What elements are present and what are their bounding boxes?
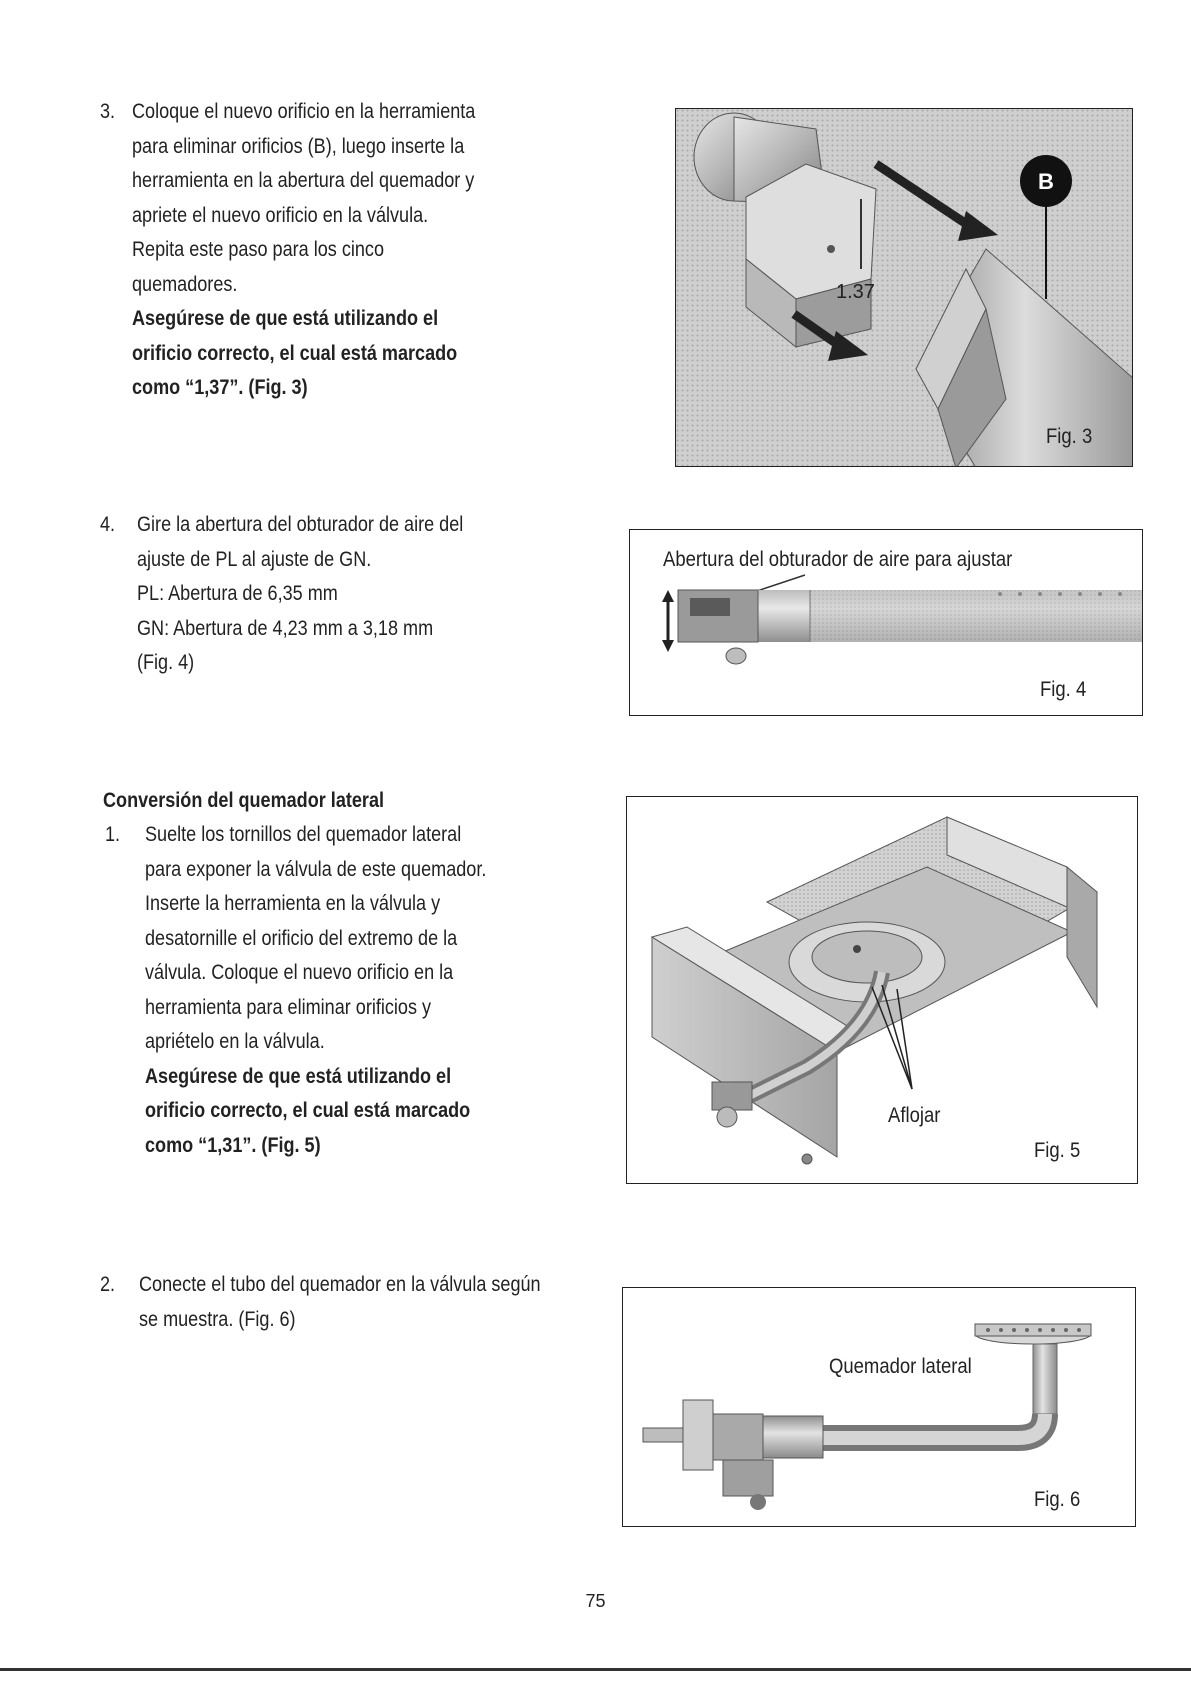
figure-6-label: Fig. 6	[1034, 1488, 1081, 1511]
step-4-number: 4.	[100, 513, 116, 536]
side-burner-warning-line: orificio correcto, el cual está marcado	[145, 1099, 471, 1122]
orifice-marking: 1.37	[836, 281, 875, 303]
step-3-line: Coloque el nuevo orificio en la herramienta	[132, 100, 476, 123]
step-3-line: para eliminar orificios (B), luego inserte la	[132, 134, 465, 158]
bottom-rule	[0, 1668, 1191, 1671]
step-3-warning-line: como “1,37”. (Fig. 3)	[132, 376, 308, 399]
step-3-line: herramienta en la abertura del quemador y	[132, 169, 475, 192]
figure-4-caption: Abertura del obturador de aire para ajustar	[663, 548, 1013, 571]
step-3-warning-line: Asegúrese de que está utilizando el	[132, 307, 439, 330]
figure-3-label: Fig. 3	[1046, 425, 1093, 448]
figure-6	[622, 1287, 1136, 1527]
side-burner-step-1-line: desatornille el orificio del extremo de la	[145, 926, 458, 950]
figure-4	[629, 529, 1143, 716]
side-burner-step-2-line: se muestra. (Fig. 6)	[139, 1307, 296, 1331]
section-heading: Conversión del quemador lateral	[103, 789, 385, 812]
side-burner-step-1-line: apriételo en la válvula.	[145, 1030, 325, 1053]
side-burner-callout: Quemador lateral	[829, 1355, 972, 1378]
side-burner-warning-line: como “1,31”. (Fig. 5)	[145, 1133, 321, 1157]
step-3-number: 3.	[100, 100, 116, 123]
figure-3	[675, 108, 1133, 467]
callout-b-label: B	[1038, 169, 1054, 194]
step-3-line: apriete el nuevo orificio en la válvula.	[132, 203, 429, 227]
side-burner-step-1-line: válvula. Coloque el nuevo orificio en la	[145, 961, 454, 984]
side-burner-step-2-line: Conecte el tubo del quemador en la válvula según	[139, 1273, 541, 1296]
step-3-line: quemadores.	[132, 272, 238, 296]
page-number: 75	[585, 1591, 606, 1611]
double-arrow-icon	[662, 590, 674, 652]
side-burner-step-2-number: 2.	[100, 1273, 116, 1296]
step-4-line: Gire la abertura del obturador de aire del	[137, 513, 464, 536]
figure-5-label: Fig. 5	[1034, 1139, 1081, 1162]
step-4-line: (Fig. 4)	[137, 651, 195, 674]
figure-3-illustration	[676, 109, 1133, 467]
figure-4-label: Fig. 4	[1040, 678, 1087, 701]
figure-5	[626, 796, 1138, 1184]
burner-tube-shape	[678, 590, 1143, 664]
step-4-line: GN: Abertura de 4,23 mm a 3,18 mm	[137, 616, 434, 640]
side-burner-step-1-line: para exponer la válvula de este quemador.	[145, 857, 487, 881]
loosen-callout: Aflojar	[888, 1104, 941, 1127]
figure-5-illustration	[627, 797, 1138, 1184]
side-burner-step-1-line: herramienta para eliminar orificios y	[145, 995, 432, 1019]
side-burner-pipe-shape	[643, 1324, 1091, 1510]
step-3-warning-line: orificio correcto, el cual está marcado	[132, 341, 458, 365]
side-burner-box-shape	[652, 817, 1097, 1164]
side-burner-step-1-number: 1.	[105, 823, 121, 846]
step-4-line: PL: Abertura de 6,35 mm	[137, 582, 338, 605]
side-burner-step-1-line: Inserte la herramienta en la válvula y	[145, 892, 441, 915]
step-3-line: Repita este paso para los cinco	[132, 238, 384, 261]
side-burner-step-1-line: Suelte los tornillos del quemador lateral	[145, 823, 462, 846]
side-burner-warning-line: Asegúrese de que está utilizando el	[145, 1064, 452, 1088]
step-4-line: ajuste de PL al ajuste de GN.	[137, 547, 372, 571]
